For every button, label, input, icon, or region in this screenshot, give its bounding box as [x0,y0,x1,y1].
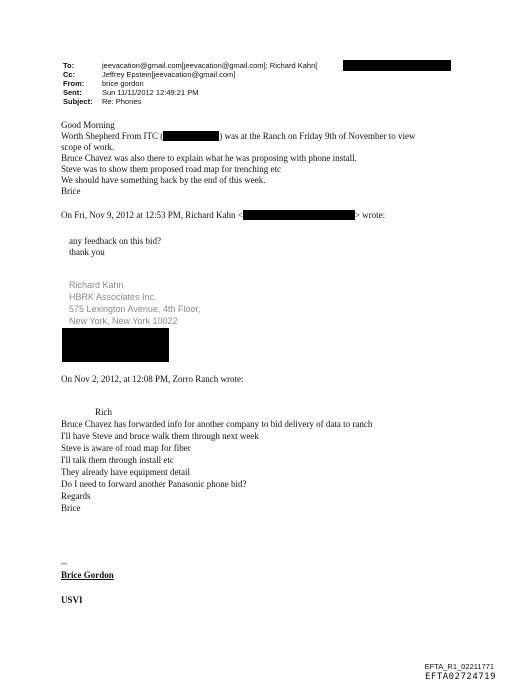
to-value: jeevacation@gmail.com[jeevacation@gmail.com]; Richard Kahn[ [102,61,318,70]
body-line: Steve was to show them proposed road map for trenching etc [61,164,281,174]
quote-line: thank you [69,247,105,257]
signature-address: 575 Lexington Avenue, 4th Floor, [69,304,201,314]
body-line: Worth Shepherd From ITC ( ) was at the Ranch on Friday 9th of November to view [61,131,416,141]
to-label: To: [63,61,75,70]
body-line: Brice [61,186,81,196]
sent-value: Sun 11/11/2012 12:49:21 PM [102,88,199,97]
closing-name: Brice Gordon [61,570,114,580]
quote-line: I'll talk them through install etc [61,455,174,465]
subject-value: Re: Phones [102,97,142,106]
quote-line: any feedback on this bid? [69,236,161,246]
sent-label: Sent: [63,88,82,97]
quote-line: They already have equipment detail [61,467,190,477]
redaction-box [62,328,169,362]
body-line: Good Morning [61,120,115,130]
redaction-box [343,60,451,71]
signature-dashes: -- [61,558,67,568]
quote-line: Steve is aware of road map for fiber [61,443,191,453]
quote-greeting: Rich [95,407,112,417]
signature-company: HBRK Associates Inc. [69,292,157,302]
closing-location: USVI [61,595,83,605]
from-label: From: [63,79,85,88]
signature-name: Richard Kahn [69,280,124,290]
quote-line: Do I need to forward another Panasonic phone bid? [61,479,247,489]
subject-label: Subject: [63,97,93,106]
quote-line: Bruce Chavez has forwarded info for another company to bid delivery of data to ranch [61,419,373,429]
footer-bates-number: EFTA02724719 [424,672,496,682]
quote-line: Regards [61,491,91,501]
quote-intro: On Fri, Nov 9, 2012 at 12:53 PM, Richard Kahn < > wrote: [61,210,386,220]
quote-intro: On Nov 2, 2012, at 12:08 PM, Zorro Ranch wrote: [61,374,244,384]
quote-line: Brice [61,503,81,513]
from-value: brice gordon [102,79,144,88]
body-line: scope of work. [61,142,115,152]
signature-address: New York, New York 10022 [69,316,178,326]
body-line: Bruce Chavez was also there to explain what he was proposing with phone install. [61,153,357,163]
footer-reference: EFTA_R1_02211771 [424,662,494,671]
body-line: We should have something back by the end of this week. [61,175,266,185]
cc-label: Cc: [63,70,76,79]
quote-line: I'll have Steve and bruce walk them through next week [61,431,259,441]
redaction-box [163,131,219,141]
cc-value: Jeffrey Epstein[jeevacation@gmail.com] [102,70,236,79]
redaction-box [243,210,355,220]
